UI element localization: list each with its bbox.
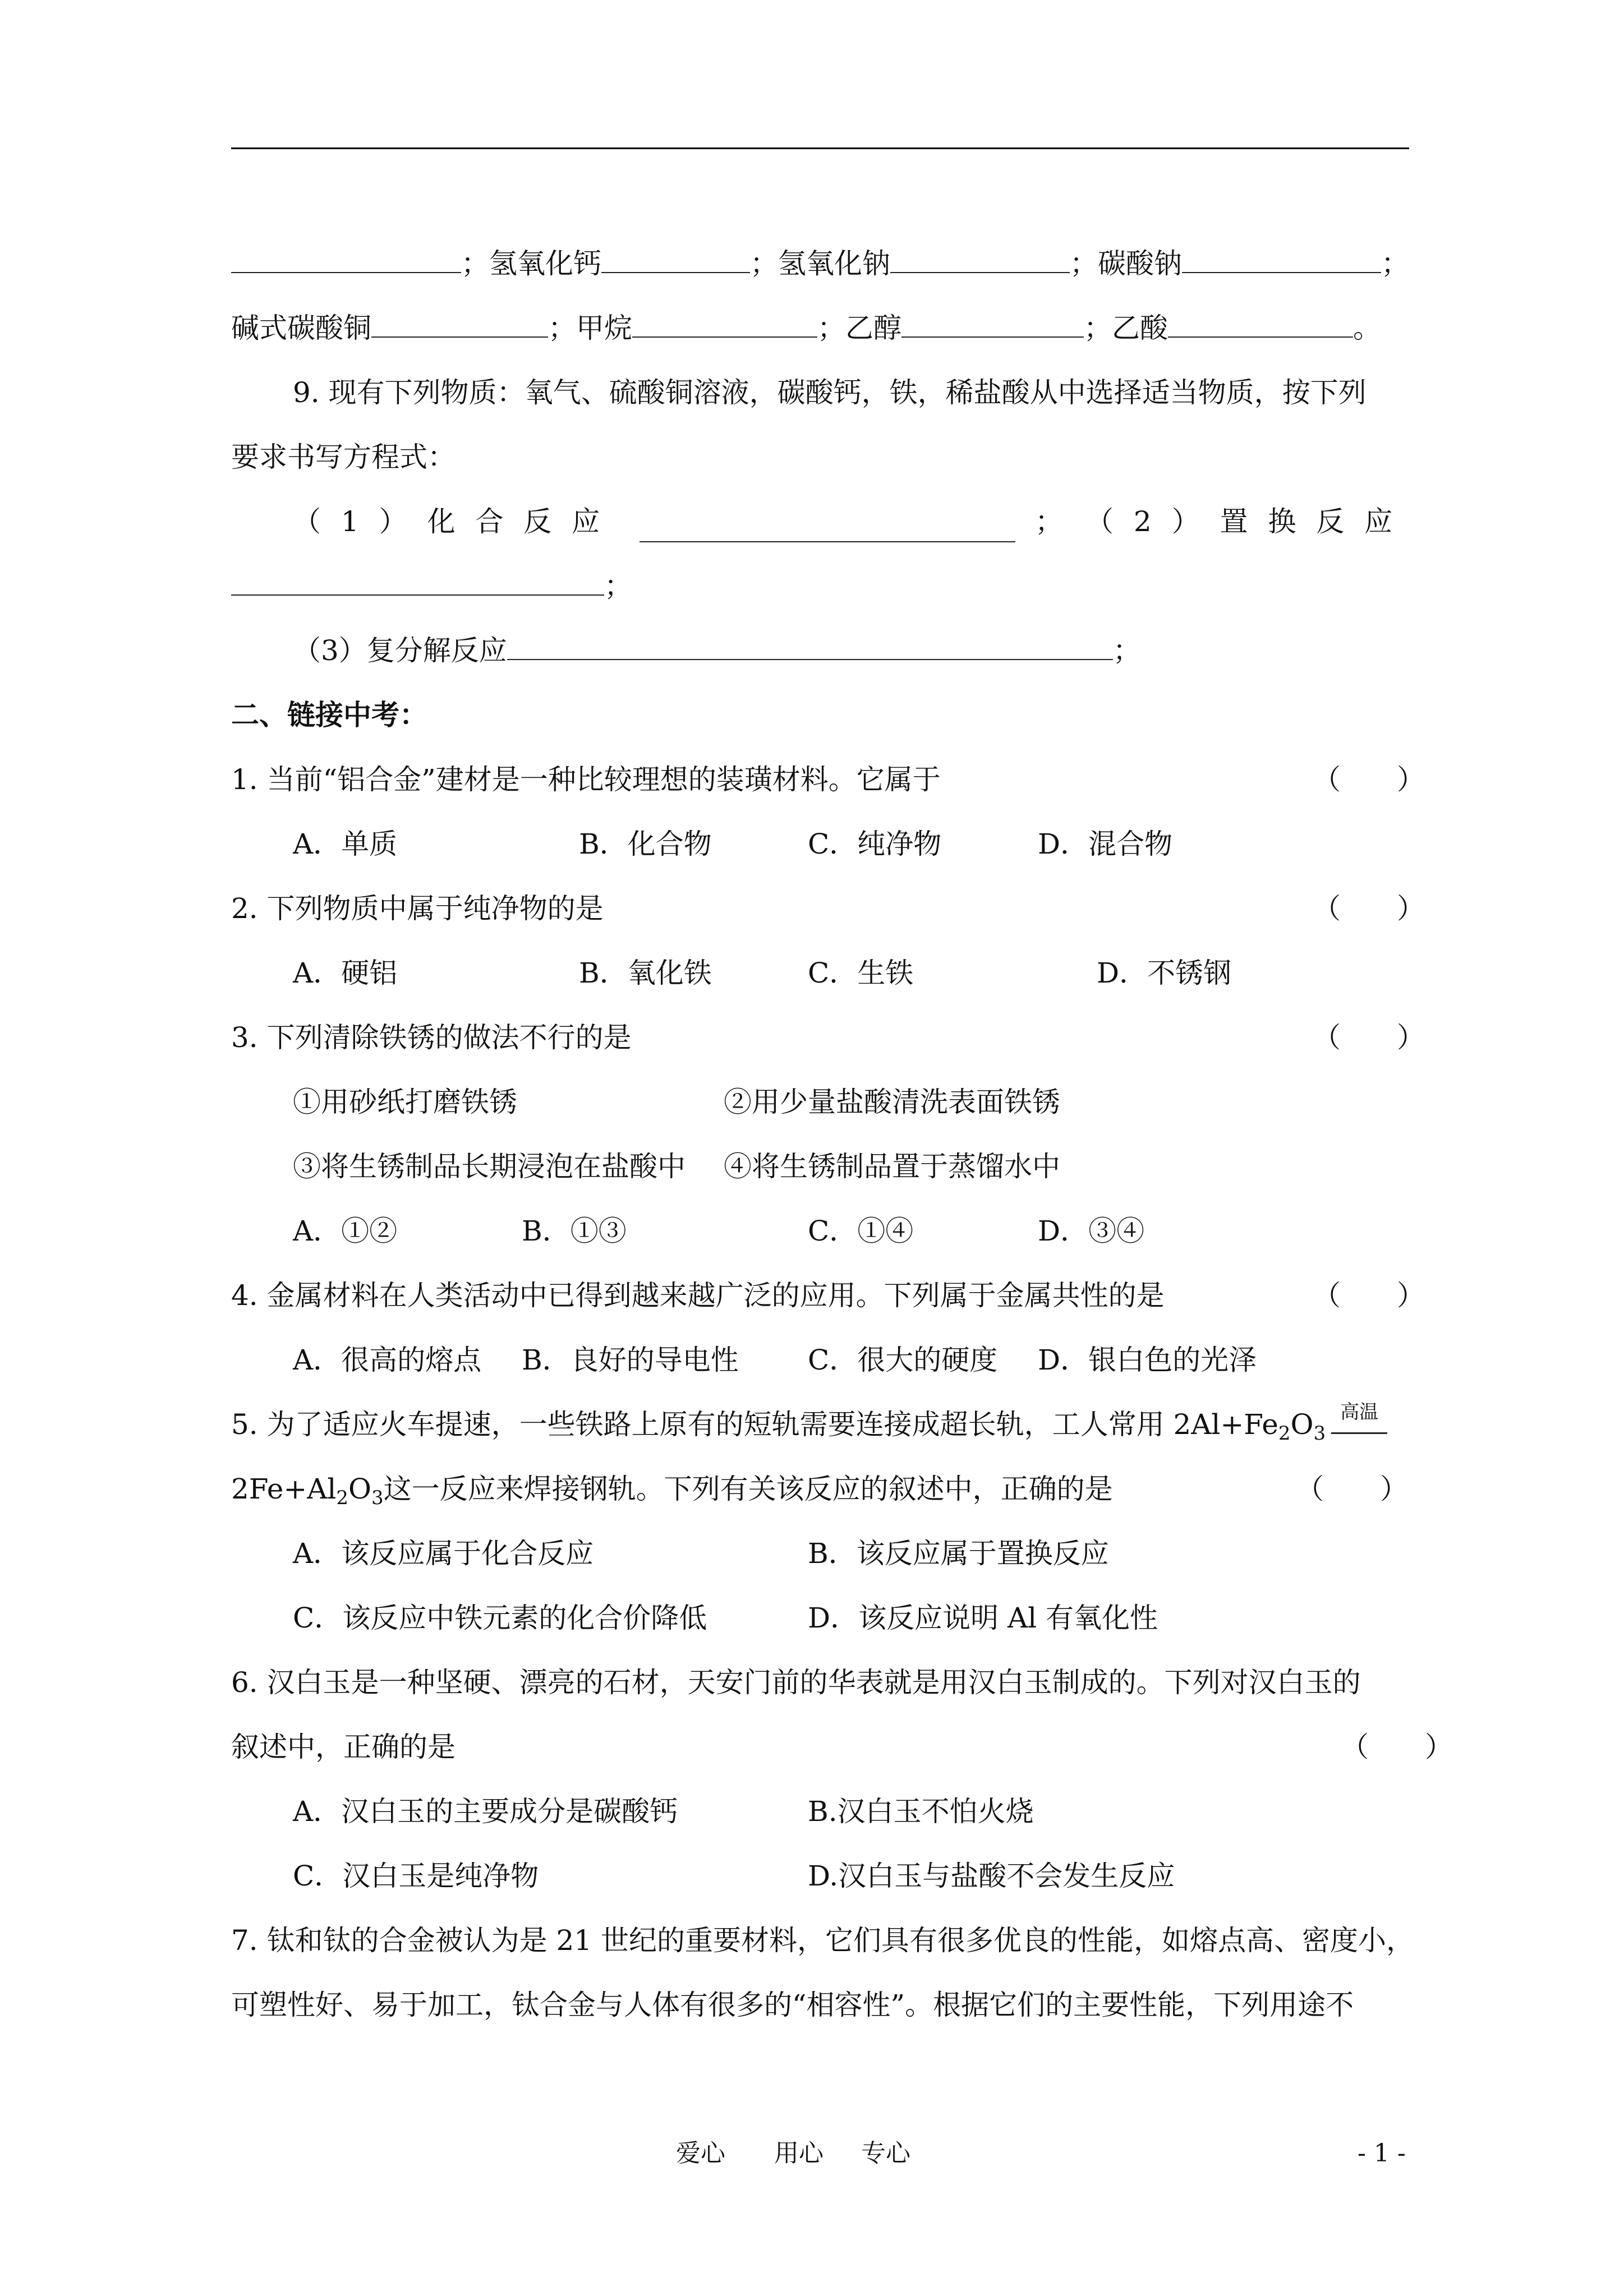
question-1-option-d[interactable]: D．混合物 bbox=[1038, 828, 1173, 860]
section-title: 二、链接中考： bbox=[231, 698, 427, 731]
question-4-stem: 4. 金属材料在人类活动中已得到越来越广泛的应用。下列属于金属共性的是 bbox=[231, 1279, 1165, 1312]
q9-part-2-answer: ； bbox=[231, 566, 632, 606]
q9-part-1-label: （ 1 ） 化 合 反 应 bbox=[293, 505, 600, 538]
question-5-answer-paren[interactable]: （ ） bbox=[1296, 1473, 1408, 1505]
question-6-option-b[interactable]: B.汉白玉不怕火烧 bbox=[808, 1795, 1034, 1828]
question-4-option-c[interactable]: C．很大的硬度 bbox=[808, 1344, 998, 1376]
question-5-option-d[interactable]: D．该反应说明 Al 有氧化性 bbox=[808, 1602, 1158, 1634]
question-3-answer-paren[interactable]: （ ） bbox=[1313, 1021, 1425, 1054]
q9-part-3: （3）复分解反应 ； bbox=[293, 631, 1141, 670]
question-6-answer-paren[interactable]: （ ） bbox=[1341, 1731, 1453, 1763]
question-5-stem-line-2: $2Fe+Al_2O_3$这一反应来焊接钢轨。下列有关该反应的叙述中，正确的是 bbox=[231, 1473, 1113, 1509]
question-4-option-d[interactable]: D．银白色的光泽 bbox=[1038, 1344, 1257, 1376]
question-3-item-2: ②用少量盐酸清洗表面铁锈 bbox=[724, 1086, 1060, 1118]
answer-blank[interactable] bbox=[890, 245, 1070, 273]
answer-blank[interactable] bbox=[901, 310, 1084, 338]
question-5-stem-line-1: 5. 为了适应火车提速，一些铁路上原有的短轨需要连接成超长轨，工人常用 $2Al+Fe_2O_3$ 高温 bbox=[231, 1405, 1409, 1453]
question-1-option-b[interactable]: B．化合物 bbox=[579, 828, 712, 860]
q9-stem-line-2: 要求书写方程式： bbox=[231, 441, 456, 473]
answer-blank[interactable] bbox=[601, 245, 750, 273]
answer-blank[interactable] bbox=[231, 245, 461, 273]
question-4-option-a[interactable]: A．很高的熔点 bbox=[293, 1344, 482, 1376]
question-3-option-c[interactable]: C．①④ bbox=[808, 1215, 914, 1247]
question-5-option-a[interactable]: A．该反应属于化合反应 bbox=[293, 1537, 594, 1570]
question-1-option-a[interactable]: A．单质 bbox=[293, 828, 398, 860]
question-3-item-3: ③将生锈制品长期浸泡在盐酸中 bbox=[293, 1150, 686, 1183]
q9-stem-line-1: 9. 现有下列物质：氧气、硫酸铜溶液，碳酸钙，铁，稀盐酸从中选择适当物质，按下列 bbox=[293, 376, 1367, 409]
footer-motto-3: 专心 bbox=[861, 2139, 910, 2168]
answer-blank[interactable] bbox=[231, 568, 604, 596]
question-3-item-4: ④将生锈制品置于蒸馏水中 bbox=[724, 1150, 1060, 1183]
question-6-stem-line-2: 叙述中，正确的是 bbox=[231, 1731, 456, 1763]
q9-part-1-blank[interactable] bbox=[640, 503, 1015, 542]
question-1-option-c[interactable]: C．纯净物 bbox=[808, 828, 942, 860]
question-2-option-a[interactable]: A．硬铝 bbox=[293, 957, 398, 989]
question-2-option-b[interactable]: B．氧化铁 bbox=[579, 957, 712, 989]
question-7-stem-line-2: 可塑性好、易于加工，钛合金与人体有很多的“相容性”。根据它们的主要性能，下列用途不 bbox=[231, 1989, 1354, 2021]
question-5-option-b[interactable]: B．该反应属于置换反应 bbox=[808, 1537, 1109, 1570]
answer-blank[interactable] bbox=[371, 310, 548, 338]
question-2-stem: 2. 下列物质中属于纯净物的是 bbox=[231, 892, 604, 925]
q9-part-2-label: （ 2 ） 置 换 反 应 bbox=[1085, 505, 1393, 538]
question-1-stem: 1. 当前“铝合金”建材是一种比较理想的装璜材料。它属于 bbox=[231, 763, 941, 796]
question-3-option-a[interactable]: A．①② bbox=[293, 1215, 398, 1247]
answer-blank[interactable] bbox=[1168, 310, 1353, 338]
question-4-answer-paren[interactable]: （ ） bbox=[1313, 1279, 1425, 1312]
q9-separator: ； bbox=[1035, 505, 1063, 538]
question-3-option-b[interactable]: B．①③ bbox=[522, 1215, 627, 1247]
question-2-option-d[interactable]: D．不锈钢 bbox=[1097, 957, 1232, 989]
formula-blanks-line-2: 碱式碳酸铜 ；甲烷 ；乙醇 ；乙酸 。 bbox=[231, 308, 1409, 348]
formula-blanks-line-1: ；氢氧化钙 ；氢氧化钠 ；碳酸钠 ； bbox=[231, 244, 1409, 283]
question-4-option-b[interactable]: B．良好的导电性 bbox=[522, 1344, 739, 1376]
page-number: - 1 - bbox=[1358, 2139, 1406, 2168]
reaction-condition: 高温 bbox=[1331, 1405, 1387, 1444]
question-1-answer-paren[interactable]: （ ） bbox=[1313, 763, 1425, 796]
question-6-option-c[interactable]: C．汉白玉是纯净物 bbox=[293, 1860, 539, 1892]
question-2-option-c[interactable]: C．生铁 bbox=[808, 957, 914, 989]
answer-blank[interactable] bbox=[632, 310, 817, 338]
question-6-option-d[interactable]: D.汉白玉与盐酸不会发生反应 bbox=[808, 1860, 1175, 1892]
question-6-option-a[interactable]: A．汉白玉的主要成分是碳酸钙 bbox=[293, 1795, 678, 1828]
footer-motto-2: 用心 bbox=[774, 2139, 823, 2168]
question-5-option-c[interactable]: C．该反应中铁元素的化合价降低 bbox=[293, 1602, 707, 1634]
question-2-answer-paren[interactable]: （ ） bbox=[1313, 892, 1425, 925]
question-3-item-1: ①用砂纸打磨铁锈 bbox=[293, 1086, 517, 1118]
answer-blank[interactable] bbox=[507, 632, 1113, 660]
footer-motto-1: 爱心 bbox=[676, 2139, 725, 2168]
question-7-stem-line-1: 7. 钛和钛的合金被认为是 21 世纪的重要材料，它们具有很多优良的性能，如熔点高、密度小， bbox=[231, 1924, 1415, 1957]
question-3-stem: 3. 下列清除铁锈的做法不行的是 bbox=[231, 1021, 632, 1054]
header-rule bbox=[231, 147, 1409, 149]
question-6-stem-line-1: 6. 汉白玉是一种坚硬、漂亮的石材，天安门前的华表就是用汉白玉制成的。下列对汉白玉的 bbox=[231, 1666, 1361, 1699]
answer-blank[interactable] bbox=[1182, 245, 1381, 273]
question-3-option-d[interactable]: D．③④ bbox=[1038, 1215, 1145, 1247]
